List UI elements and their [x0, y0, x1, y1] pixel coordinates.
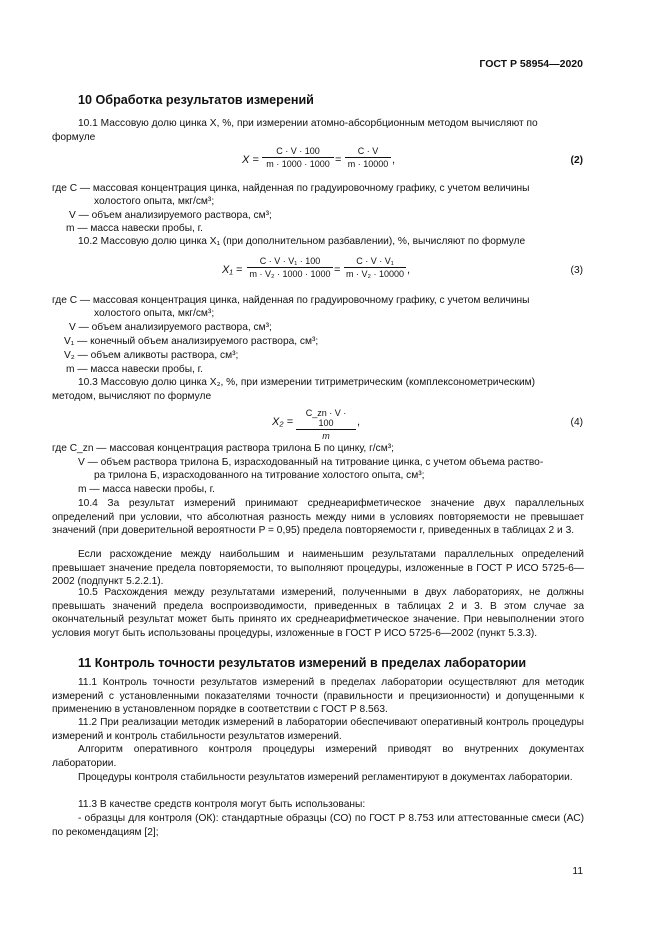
- para-10-1-line1: 10.1 Массовую долю цинка X, %, при измерении атомно-абсорбционным методом вычисляют по: [78, 118, 538, 129]
- formula-2-number: (2): [570, 155, 583, 166]
- formula-2-lhs: X =: [242, 154, 259, 166]
- section-10-heading: 10 Обработка результатов измерений: [78, 93, 314, 107]
- formula-3-den1: m · V₂ · 1000 · 1000: [249, 269, 331, 279]
- para-10-4: 10.4 За результат измерений принимают среднеарифметическое значение двух параллельных определений при условии, что абсолютная разность между ними в условиях повторяемости не превышает значений (при доверительной вероятности P = 0,95) предела повторяемости r, приведенных в таблицах 2 и 3.: [52, 498, 584, 537]
- def-3-c-cont: холостого опыта, мкг/см³;: [94, 308, 215, 319]
- formula-2-end: ,: [392, 154, 396, 166]
- formula-3-frac1: [247, 256, 333, 279]
- formula-3-end: ,: [407, 264, 411, 276]
- formula-4-num: C_zn · V · 100: [296, 408, 356, 430]
- formula-3-den2: m · V₂ · 10000: [345, 269, 405, 279]
- def-2-v: V — объем анализируемого раствора, см³;: [69, 210, 272, 221]
- para-11-2-c: Процедуры контроля стабильности результатов измерений регламентируют в документах лаборатории.: [78, 772, 573, 783]
- formula-3-frac2: [344, 256, 406, 279]
- formula-3-num2: C · V · V₁: [344, 256, 406, 268]
- def-2-c: где C — массовая концентрация цинка, найденная по градуировочному графику, с учетом величины: [52, 183, 530, 194]
- def-3-c: где C — массовая концентрация цинка, найденная по градуировочному графику, с учетом величины: [52, 295, 530, 306]
- para-10-3-line2: методом, вычисляют по формуле: [52, 391, 212, 402]
- formula-2-eq: =: [335, 154, 342, 166]
- formula-4-lhs: X₂ =: [272, 416, 294, 428]
- para-10-1: [52, 117, 584, 131]
- formula-3-lhs: X₁ =: [222, 264, 243, 276]
- formula-4-den: m: [322, 431, 330, 441]
- formula-2-frac1: [262, 146, 334, 169]
- def-3-v: V — объем анализируемого раствора, см³;: [69, 322, 272, 333]
- para-10-5: 10.5 Расхождения между результатами измерений, полученными в двух лабораториях, не должны превышать значений предела воспроизводимости, приведенных в таблицах 2 и 3. В этом случае за окончательный результат может быть принято их среднеарифметическое значение. При невыполнении этого условия могут быть использованы процедуры, изложенные в ГОСТ Р ИСО 5725-6—2002 (пункт 5.3.3).: [52, 587, 584, 639]
- doc-header: ГОСТ Р 58954—2020: [479, 58, 583, 70]
- formula-3-num1: C · V · V₁ · 100: [247, 256, 333, 268]
- formula-2-frac2: [345, 146, 391, 169]
- def-4-v: V — объем раствора трилона Б, израсходованный на титрование цинка, с учетом объема раство-: [78, 457, 544, 468]
- def-4-czn: где C_zn — массовая концентрация раствора трилона Б по цинку, г/см³;: [52, 443, 394, 454]
- para-11-3: 11.3 В качестве средств контроля могут быть использованы:: [78, 799, 366, 810]
- page-number: 11: [572, 866, 583, 877]
- formula-3-number: (3): [570, 265, 583, 276]
- para-10-1-line2: формуле: [52, 132, 96, 143]
- formula-2-num2: C · V: [345, 146, 391, 158]
- formula-3-eq: =: [334, 264, 341, 276]
- formula-2-num1: C · V · 100: [262, 146, 334, 158]
- para-11-1: 11.1 Контроль точности результатов измерений в пределах лаборатории осуществляют для методик измерений с установленными показателями точности (правильности и прецизионности) и допущенными к применению в установленном порядке в соответствии с ГОСТ Р 8.563.: [52, 677, 584, 716]
- def-3-m: m — масса навески пробы, г.: [66, 364, 203, 375]
- def-3-v1: V₁ — конечный объем анализируемого раствора, см³;: [64, 336, 319, 347]
- def-4-m: m — масса навески пробы, г.: [78, 484, 215, 495]
- para-11-2: 11.2 При реализации методик измерений в лаборатории обеспечивают оперативный контроль процедуры измерений и контроль стабильности результатов измерений.: [52, 717, 584, 742]
- section-11-heading: 11 Контроль точности результатов измерений в пределах лаборатории: [78, 656, 527, 670]
- para-10-3-line1: 10.3 Массовую долю цинка X₂, %, при измерении титриметрическим (комплексонометрическим): [78, 377, 536, 388]
- def-4-v-cont: ра трилона Б, израсходованного на титрование холостого опыта, см³;: [94, 470, 425, 481]
- def-2-c-cont: холостого опыта, мкг/см³;: [94, 196, 215, 207]
- def-2-m: m — масса навески пробы, г.: [66, 223, 203, 234]
- para-11-3-item: - образцы для контроля (ОК): стандартные образцы (СО) по ГОСТ Р 8.753 или аттестованные смеси (АС) по рекомендациям [2];: [52, 813, 584, 838]
- para-10-4-b: Если расхождение между наибольшим и наименьшим результатами параллельных определений превышает значение предела повторяемости, то выполняют процедуры, изложенные в ГОСТ Р ИСО 5725-6—2002 (подпункт 5.2.2.1).: [52, 549, 584, 588]
- formula-2-den1: m · 1000 · 1000: [266, 159, 330, 169]
- formula-4-number: (4): [570, 417, 583, 428]
- formula-4-end: ,: [357, 416, 361, 428]
- para-11-2-b: Алгоритм оперативного контроля процедуры измерений приводят во внутренних документах лаборатории.: [52, 744, 584, 769]
- def-3-v2: V₂ — объем аликвоты раствора, см³;: [64, 350, 239, 361]
- para-10-2: 10.2 Массовую долю цинка X₁ (при дополнительном разбавлении), %, вычисляют по формуле: [78, 236, 526, 247]
- formula-2-den2: m · 10000: [347, 159, 389, 169]
- formula-4-frac: [296, 408, 356, 441]
